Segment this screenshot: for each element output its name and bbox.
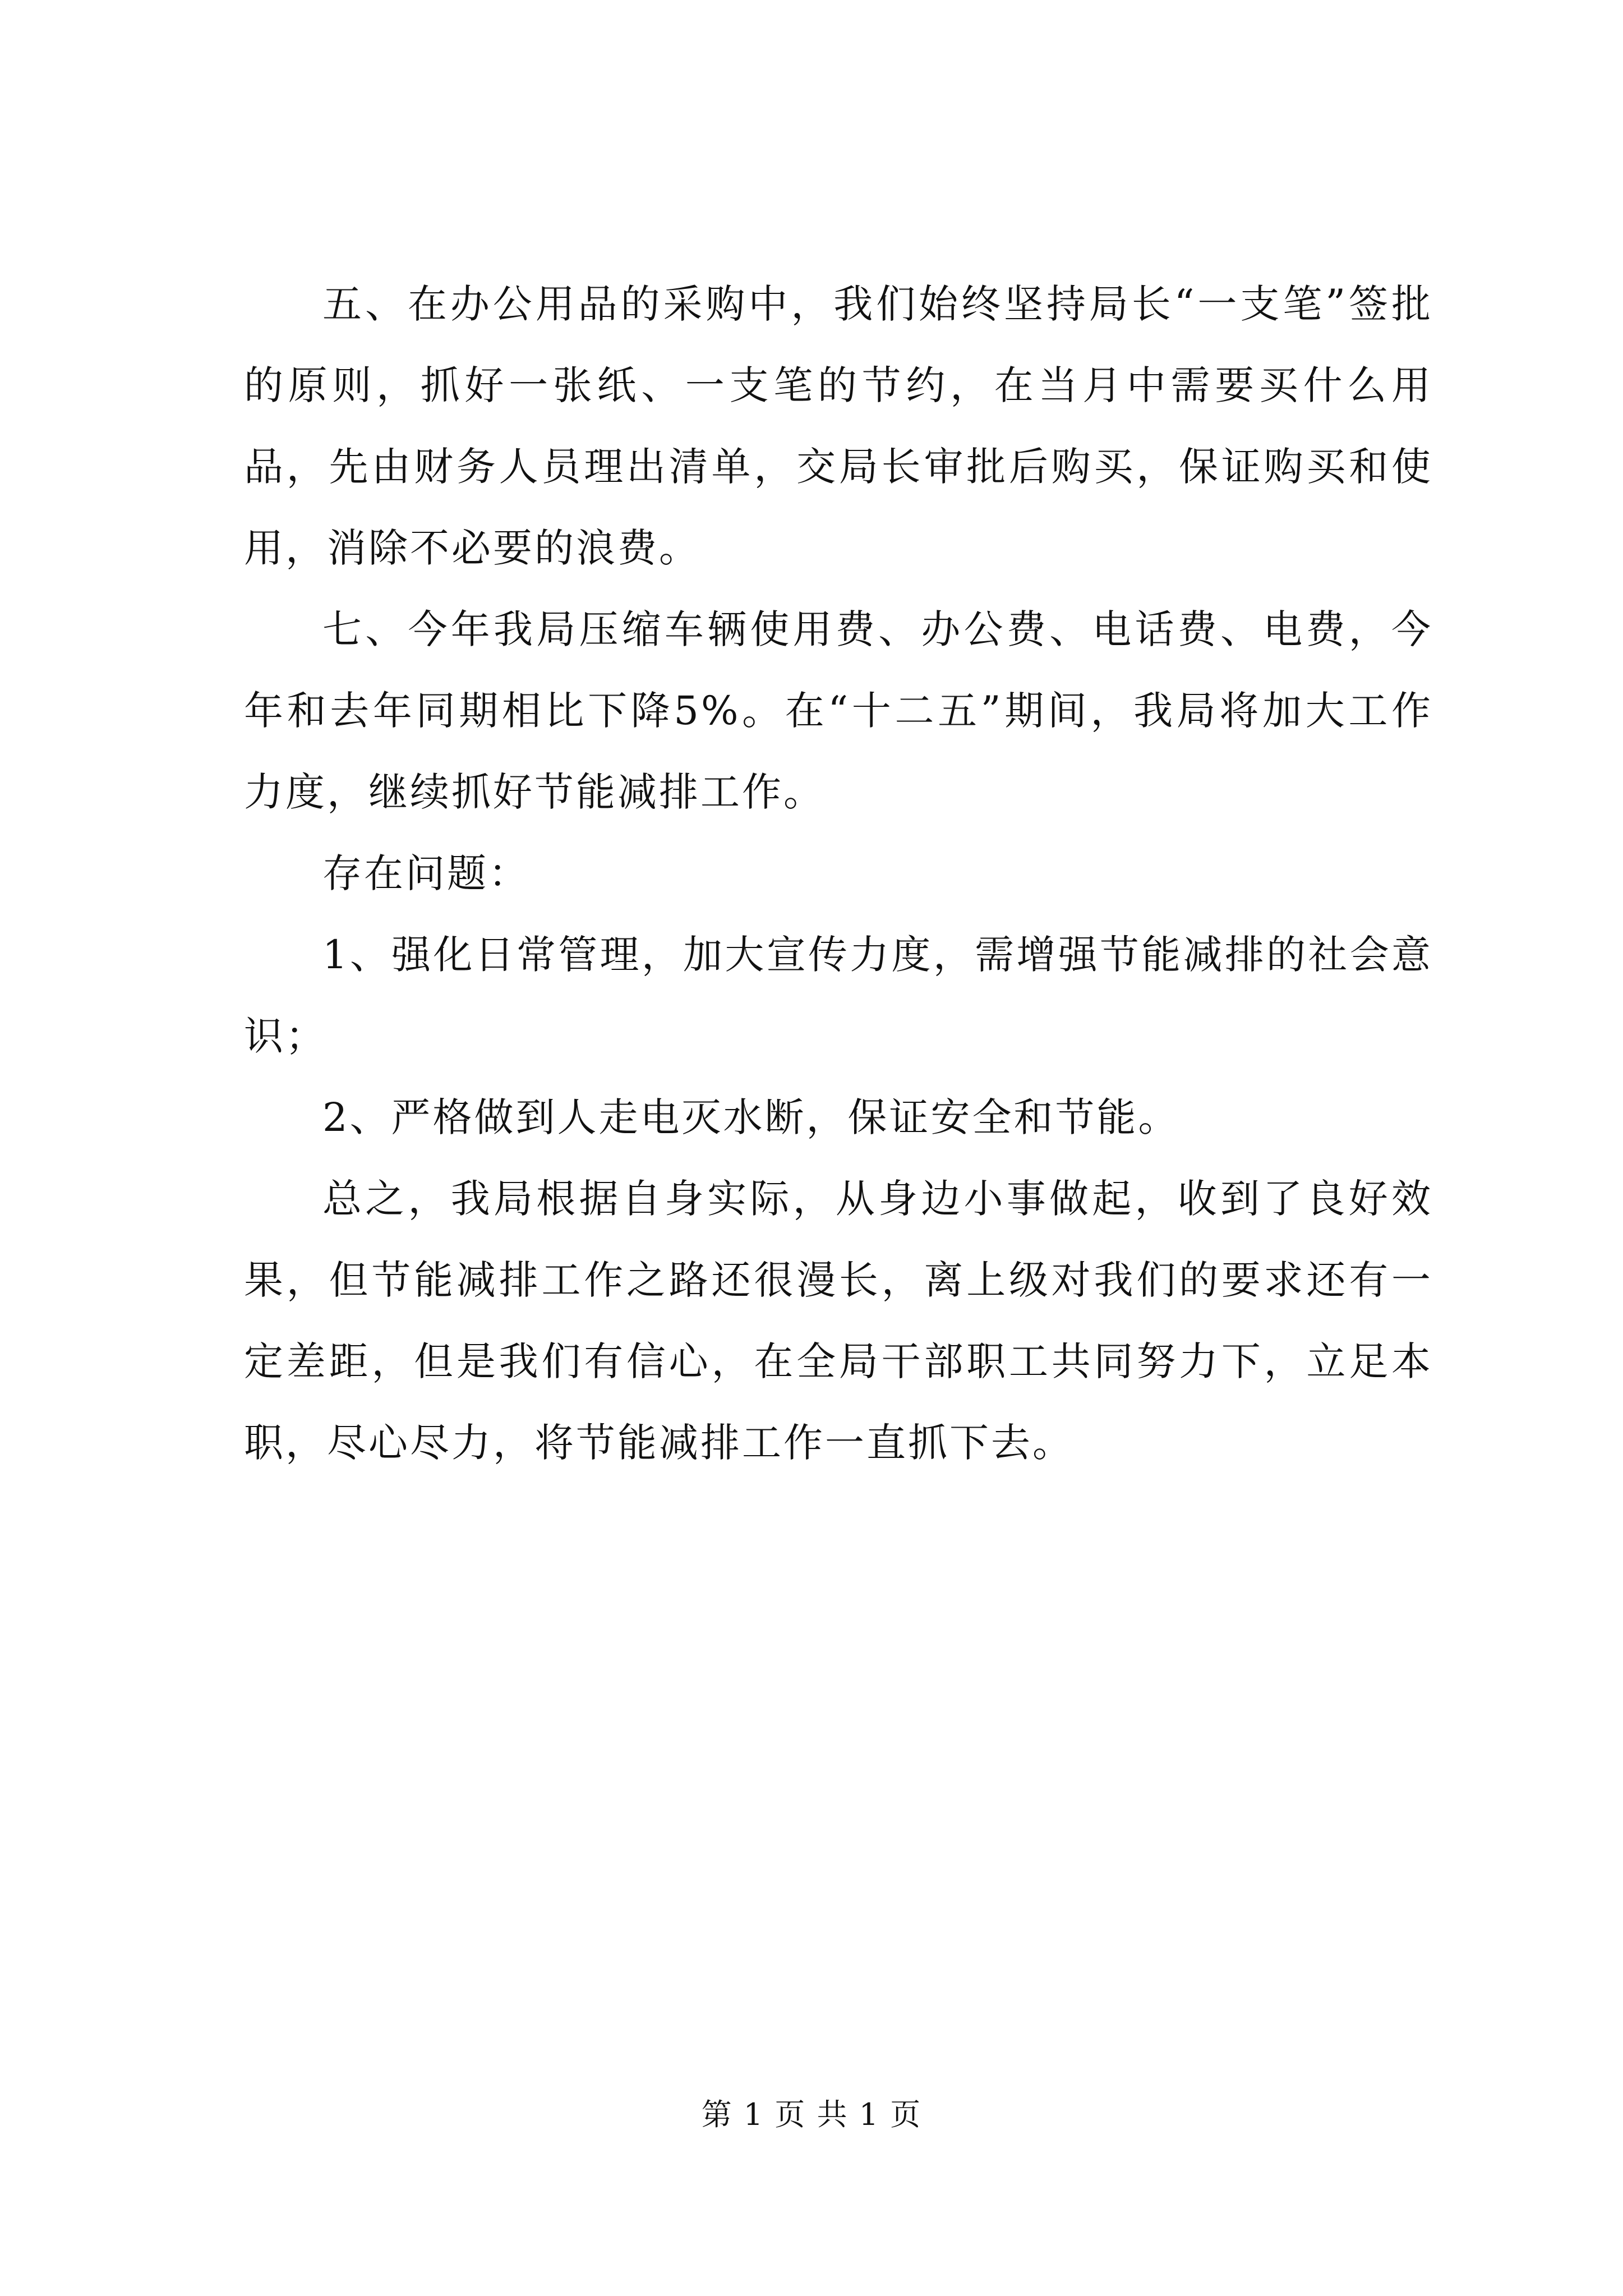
paragraph-issue-1: 1、强化日常管理，加大宣传力度，需增强节能减排的社会意识； xyxy=(244,932,1433,1059)
paragraph-conclusion: 总之，我局根据自身实际，从身边小事做起，收到了良好效果，但节能减排工作之路还很漫长，离上级对我们的要求还有一定差距，但是我们有信心，在全局干部职工共同努力下，立足本职，尽心尽力，将节能减排工作一直抓下去。 xyxy=(244,1176,1433,1466)
paragraph-cost-reduction: 七、今年我局压缩车辆使用费、办公费、电话费、电费，今年和去年同期相比下降5%。在“十二五”期间，我局将加大工作力度，继续抓好节能减排工作。 xyxy=(244,606,1433,815)
document-body xyxy=(244,264,1433,1484)
paragraph-issues-heading: 存在问题： xyxy=(322,850,530,896)
page-footer: 第 1 页 共 1 页 xyxy=(701,2097,922,2132)
paragraph-issue-2: 2、严格做到人走电灭水断，保证安全和节能。 xyxy=(322,1094,1180,1140)
paragraph-procurement: 五、在办公用品的采购中，我们始终坚持局长“一支笔”签批的原则，抓好一张纸、一支笔的节约，在当月中需要买什么用品，先由财务人员理出清单，交局长审批后购买，保证购买和使用，消除不必要的浪费。 xyxy=(244,281,1433,571)
